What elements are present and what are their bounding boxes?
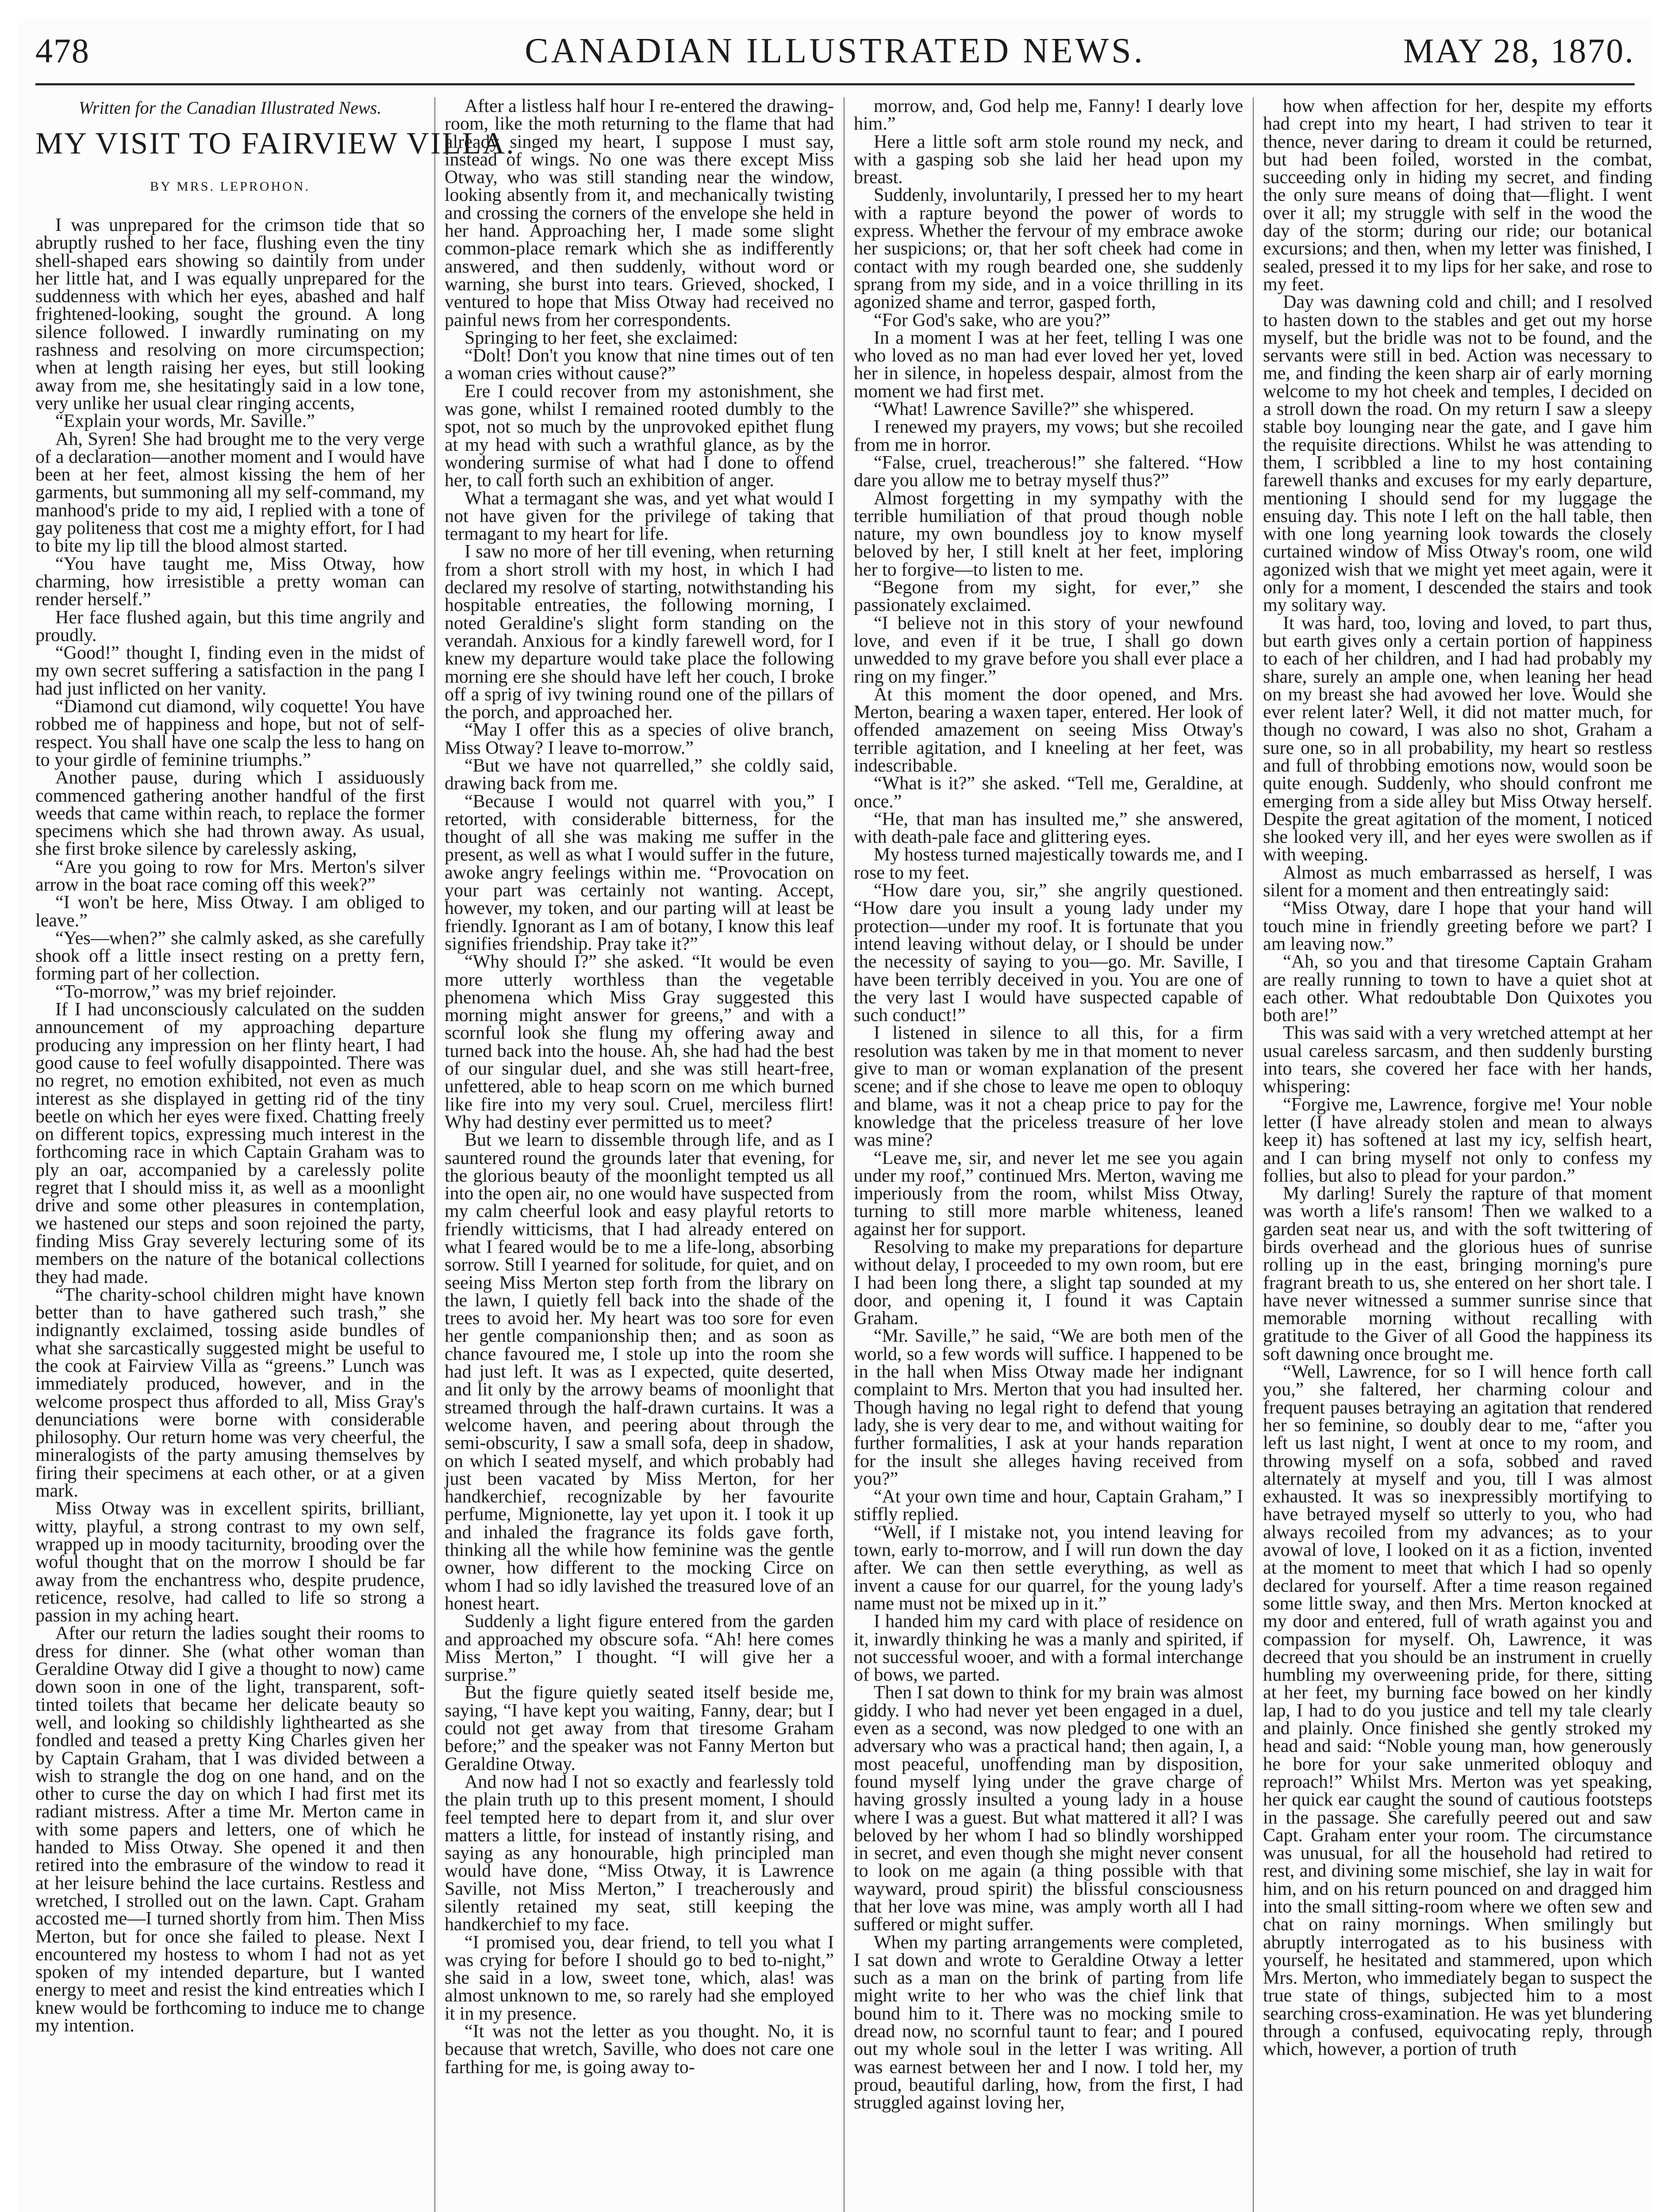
article-paragraph: My darling! Surely the rapture of that moment was worth a life's ransom! Then we walked to a garden seat near us, and with the soft twittering of birds overhead and the glorious hues of sunrise rolling up in the east, bringing morning's pure fragrant breath to us, she entered on her short tale. I have never witnessed a summer sunrise since that memorable morning without recalling with gratitude to the Giver of all Good the happiness its soft dawning once brought me.: [1263, 1183, 1652, 1364]
article-paragraph: When my parting arrangements were completed, I sat down and wrote to Geraldine Otway a letter such as a man on the brink of parting from life might write to her who was the chief link that bound him to it. There was no mocking smile to dread now, no scornful taunt to fear; and I poured out my whole soul in the letter I was writing. All was earnest between her and I now. I told her, my proud, beautiful darling, how, from the first, I had struggled against loving her,: [854, 1932, 1243, 2113]
article-paragraph: Almost forgetting in my sympathy with the terrible humiliation of that proud though noble nature, my own boundless joy to know myself beloved by her, I still knelt at her feet, imploring her to forgive—to listen to me.: [854, 488, 1243, 580]
column-2: [445, 97, 834, 2212]
newspaper-name: CANADIAN ILLUSTRATED NEWS.: [525, 31, 1145, 70]
issue-date: MAY 28, 1870.: [1403, 31, 1635, 70]
article-paragraph: “Why should I?” she asked. “It would be even more utterly worthless than the vegetable phenomena which Miss Gray suggested this morning might answer for greens,” and with a scornful look she flung my offering away and turned back into the house. Ah, she had had the best of our singular duel, and she was still heart-free, unfettered, able to heap scorn on me which burned like fire into my very soul. Cruel, merciless flirt! Why had destiny ever permitted us to meet?: [445, 952, 834, 1133]
article-paragraph: “Explain your words, Mr. Saville.”: [55, 411, 315, 432]
article-paragraph: “Dolt! Don't you know that nine times out of ten a woman cries without cause?”: [445, 346, 834, 384]
article-paragraph: “Yes—when?” she calmly asked, as she carefully shook off a little insect resting on a pretty fern, forming part of her collection.: [35, 928, 425, 984]
article-paragraph: I saw no more of her till evening, when returning from a short stroll with my host, in which I had declared my resolve of starting, notwithstanding his hospitable entreaties, the following morning, I noted Geraldine's slight form standing on the verandah. Anxious for a kindly farewell word, for I knew my departure would take place the following morning ere she should have left her couch, I broke off a sprig of ivy twining round one of the pillars of the porch, and approached her.: [445, 541, 834, 723]
article-paragraph: Springing to her feet, she exclaimed:: [465, 327, 738, 348]
article-paragraph: “False, cruel, treacherous!” she faltered. “How dare you allow me to betray myself thus?”: [854, 452, 1243, 491]
article-paragraph: “What is it?” she asked. “Tell me, Geraldine, at once.”: [854, 773, 1243, 812]
column-divider: [1253, 97, 1254, 2212]
article-paragraph: “You have taught me, Miss Otway, how charming, how irresistible a pretty woman can render herself.”: [35, 553, 425, 610]
article-paragraph: I was unprepared for the crimson tide that so abruptly rushed to her face, flushing even the tiny shell-shaped ears showing so daintily from under her little hat, and I was equally unprepared for the suddenness with which her eyes, abashed and half frightened-looking, sought the ground. A long silence followed. I inwardly ruminating on my rashness and resolving on more circumspection; when at length raising her eyes, but still looking away from me, she hesitatingly said in a low tone, very unlike her usual clear ringing accents,: [35, 215, 425, 414]
story-credit-line: Written for the Canadian Illustrated News.: [78, 98, 382, 118]
article-paragraph: I handed him my card with place of residence on it, inwardly thinking he was a manly and spirited, if not successful wooer, and with a formal interchange of bows, we parted.: [854, 1611, 1243, 1686]
column-divider: [434, 97, 435, 2212]
article-paragraph: Resolving to make my preparations for departure without delay, I proceeded to my own room, but ere I had been long there, a slight tap sounded at my door, and opening it, I found it was Captain Graham.: [854, 1237, 1243, 1329]
article-paragraph: And now had I not so exactly and fearlessly told the plain truth up to this present moment, I should feel tempted here to depart from it, and slur over matters a little, for instead of instantly rising, and saying as any honourable, high principled man would have done, “Miss Otway, it is Lawrence Saville, not Miss Merton,” I treacherously and silently retained my seat, still keeping the handkerchief to my face.: [445, 1771, 834, 1935]
article-paragraph: “Well, Lawrence, for so I will hence forth call you,” she faltered, her charming colour and frequent pauses betraying an agitation that rendered her so feminine, so doubly dear to me, “after you left us last night, I went at once to my room, and throwing myself on a sofa, sobbed and raved alternately at myself and you, till I was almost exhausted. It was so inexpressibly mortifying to have betrayed myself so utterly to you, who had always recoiled from my advances; as to your avowal of love, I looked on it as a fiction, invented at the moment to meet that which I had so openly declared for yourself. After a time reason regained some little sway, and then Mrs. Merton knocked at my door and entered, full of wrath against you and compassion for myself. Oh, Lawrence, it was decreed that you should be an instrument in cruelly humbling my overweening pride, for there, sitting at her feet, my burning face bowed on her kindly lap, I had to do you justice and tell my tale clearly and plainly. Once finished she gently stroked my head and said: “Noble young man, how generously he bore for your sake unmerited obloquy and reproach!” Whilst Mrs. Merton was yet speaking, her quick ear caught the sound of cautious footsteps in the passage. She carefully peered out and saw Capt. Graham enter your room. The circumstance was unusual, for all the household had retired to rest, and divining some mischief, she lay in wait for him, and on his return pounced on and dragged him into the small sitting-room where we often sew and chat on rainy mornings. When smilingly but abruptly interrogated as to his business with yourself, he hesitated and stammered, upon which Mrs. Merton, who immediately began to suspect the true state of things, subjected him to a most searching cross-examination. He was yet blundering through a confused, equivocating reply, through which, however, a portion of truth: [1263, 1362, 1652, 2060]
article-paragraph: But the figure quietly seated itself beside me, saying, “I have kept you waiting, Fanny, dear; but I could not get away from that tiresome Graham before;” and the speaker was not Fanny Merton but Geraldine Otway.: [445, 1682, 834, 1774]
article-paragraph: “Because I would not quarrel with you,” I retorted, with considerable bitterness, for the thought of all she was making me suffer in the present, as well as what I would suffer in the future, awoke angry feelings within me. “Provocation on your part was certainly not wanting. Accept, however, my token, and our parting will at least be friendly. Ignorant as I am of botany, I know this leaf signifies friendship. Pray take it?”: [445, 791, 834, 954]
article-paragraph: “The charity-school children might have known better than to have gathered such trash,” she indignantly exclaimed, tossing aside bundles of what she sarcastically suggested might be useful to the cook at Fairview Villa as “greens.” Lunch was immediately produced, however, and in the welcome prospect thus afforded to all, Miss Gray's denunciations were borne with considerable philosophy. Our return home was very cheerful, the mineralogists of the party amusing themselves by firing their specimens at each other, or at a given mark.: [35, 1284, 425, 1502]
article-paragraph: After a listless half hour I re-entered the drawing-room, like the moth returning to the flame that had already singed my heart, I suppose I must say, instead of wings. No one was there except Miss Otway, who was still standing near the window, looking absently from it, and mechanically twisting and crossing the corners of the envelope she held in her hand. Approaching her, I made some slight common-place remark which she as indifferently answered, and then suddenly, without word or warning, she burst into tears. Grieved, shocked, I ventured to hope that Miss Otway had received no painful news from her correspondents.: [445, 96, 834, 330]
article-paragraph: “Begone from my sight, for ever,” she passionately exclaimed.: [854, 577, 1243, 616]
article-paragraph: Another pause, during which I assiduously commenced gathering another handful of the first weeds that came within reach, to replace the former specimens which she had thrown away. As usual, she first broke silence by carelessly asking,: [35, 768, 425, 860]
newspaper-page: [18, 18, 1652, 2212]
article-paragraph: “To-morrow,” was my brief rejoinder.: [55, 981, 337, 1002]
article-paragraph: After our return the ladies sought their rooms to dress for dinner. She (what other woman than Geraldine Otway did I give a thought to now) came down soon in one of the light, transparent, soft-tinted toilets that became her delicate beauty so well, and looking so childishly lighthearted as she fondled and teased a pretty King Charles given her by Captain Graham, that I was divided between a wish to strangle the dog on one hand, and on the other to curse the day on which I had first met its radiant mistress. After a time Mr. Merton came in with some papers and letters, one of which he handed to Miss Otway. She opened it and then retired into the embrasure of the window to read it at her leisure behind the lace curtains. Restless and wretched, I strolled out on the lawn. Capt. Graham accosted me—I turned shortly from him. Then Miss Merton, but for once she failed to please. Next I encountered my hostess to whom I had not as yet spoken of my intended departure, but I wanted energy to meet and resist the kind entreaties which I knew would be forthcoming to induce me to change my intention.: [35, 1623, 425, 2036]
article-paragraph: This was said with a very wretched attempt at her usual careless sarcasm, and then suddenly bursting into tears, she covered her face with her hands, whispering:: [1263, 1023, 1652, 1097]
article-paragraph: “He, that man has insulted me,” she answered, with death-pale face and glittering eyes.: [854, 809, 1243, 848]
article-paragraph: “At your own time and hour, Captain Graham,” I stiffly replied.: [854, 1486, 1243, 1525]
article-paragraph: Suddenly a light figure entered from the garden and approached my obscure sofa. “Ah! here comes Miss Merton,” I thought. “I will give her a surprise.”: [445, 1611, 834, 1686]
article-paragraph: “I promised you, dear friend, to tell you what I was crying for before I should go to bed to-night,” she said in a low, sweet tone, which, alas! was almost unknown to me, so rarely had she employed it in my presence.: [445, 1932, 834, 2024]
article-paragraph: “Well, if I mistake not, you intend leaving for town, early to-morrow, and I will run down the day after. We can then settle everything, as well as invent a cause for our quarrel, for the young lady's name must not be mixed up in it.”: [854, 1522, 1243, 1614]
article-paragraph: “May I offer this as a species of olive branch, Miss Otway? I leave to-morrow.”: [445, 720, 834, 758]
article-paragraph: morrow, and, God help me, Fanny! I dearly love him.”: [854, 96, 1243, 134]
article-columns: [35, 96, 1652, 2212]
article-paragraph: Almost as much embarrassed as herself, I was silent for a moment and then entreatingly said:: [1263, 862, 1652, 901]
column-4: [1263, 97, 1652, 2212]
page-number: 478: [35, 31, 90, 70]
article-paragraph: But we learn to dissemble through life, and as I sauntered round the grounds later that evening, for the glorious beauty of the moonlight tempted us all into the open air, no one would have suspected from my calm cheerful look and easy playful retorts to friendly witticisms, that I had already entered on what I feared would be to me a life-long, absorbing sorrow. Still I yearned for solitude, for quiet, and on seeing Miss Merton step forth from the library on the lawn, I quietly fell back into the shade of the trees to avoid her. My heart was too sore for even her gentle companionship then; and as soon as chance favoured me, I stole up into the room she had just left. It was as I expected, quite deserted, and lit only by the arrowy beams of moonlight that streamed through the half-drawn curtains. It was a welcome haven, and peering about through the semi-obscurity, I saw a small sofa, deep in shadow, on which I seated myself, and which probably had just been vacated by Miss Merton, for her handkerchief, recognizable by her favourite perfume, Mignionette, lay yet upon it. I took it up and inhaled the fragrance its folds gave forth, thinking all the while how feminine was the gentle owner, how different to the mocking Circe on whom I had so idly lavished the treasured love of an honest heart.: [445, 1130, 834, 1614]
masthead: [35, 22, 1635, 88]
article-paragraph: It was hard, too, loving and loved, to part thus, but earth gives only a certain portion of happiness to each of her children, and I had had probably my share, surely an ample one, when leaning her head on my breast she had avowed her love. Would she ever relent later? Well, it did not matter much, for though no coward, I was also no shot, Graham a sure one, so in all probability, my heart so restless and full of throbbing emotions now, would soon be quite enough. Suddenly, who should confront me emerging from a side alley but Miss Otway herself. Despite the great agitation of the moment, I noticed she looked very ill, and her eyes were swollen as if with weeping.: [1263, 613, 1652, 865]
article-paragraph: Here a little soft arm stole round my neck, and with a gasping sob she laid her head upon my breast.: [854, 131, 1243, 188]
article-paragraph: My hostess turned majestically towards me, and I rose to my feet.: [854, 845, 1243, 883]
column-1: [35, 97, 515, 2212]
article-paragraph: In a moment I was at her feet, telling I was one who loved as no man had ever loved her yet, loved her in silence, in hopeless despair, almost from the moment we had first met.: [854, 327, 1243, 402]
article-paragraph: Suddenly, involuntarily, I pressed her to my heart with a rapture beyond the power of words to express. Whether the fervour of my embrace awoke her suspicions; or, that her soft cheek had come in contact with my rough bearded one, she suddenly sprang from my side, and in a voice thrilling in its agonized shame and terror, gasped forth,: [854, 185, 1243, 313]
article-paragraph: If I had unconsciously calculated on the sudden announcement of my approaching departure producing any impression on her flinty heart, I had good cause to feel wofully disappointed. There was no regret, no emotion exhibited, not even as much interest as she displayed in getting rid of the tiny beetle on which her eyes were fixed. Chatting freely on different topics, expressing much interest in the forthcoming race in which Captain Graham was to ply an oar, accompanied by a carelessly polite regret that I should miss it, as well as a moonlight drive and some other pleasures in contemplation, we hastened our steps and soon rejoined the party, finding Miss Gray severely lecturing some of its members on the nature of the botanical collections they had made.: [35, 999, 425, 1287]
article-paragraph: What a termagant she was, and yet what would I not have given for the privilege of taking that termagant to my heart for life.: [445, 488, 834, 545]
article-paragraph: Then I sat down to think for my brain was almost giddy. I who had never yet been engaged in a duel, even as a second, was now pledged to one with an adversary who was a practical hand; then again, I, a most peaceful, unoffending man by disposition, found myself lying under the grave charge of having grossly insulted a young lady in a house where I was a guest. But what mattered it all? I was beloved by her whom I had so blindly worshipped in secret, and even though she might never consent to look on me again (a thing possible with that wayward, proud spirit) the blissful consciousness that her love was mine, was amply worth all I had suffered or might suffer.: [854, 1682, 1243, 1935]
article-paragraph: At this moment the door opened, and Mrs. Merton, bearing a waxen taper, entered. Her look of offended amazement on seeing Miss Otway's terrible agitation, and I kneeling at her feet, was indescribable.: [854, 684, 1243, 776]
article-paragraph: “It was not the letter as you thought. No, it is because that wretch, Saville, who does not care one farthing for me, is going away to-: [445, 2021, 834, 2078]
story-title: MY VISIT TO FAIRVIEW VILLA.: [35, 127, 515, 161]
article-paragraph: “Forgive me, Lawrence, forgive me! Your noble letter (I have already stolen and mean to always keep it) has softened at last my icy, selfish heart, and I can bring myself not only to confess my follies, but also to plead for your pardon.”: [1263, 1094, 1652, 1186]
article-paragraph: “Diamond cut diamond, wily coquette! You have robbed me of happiness and hope, but not of self-respect. You shall have one scalp the less to hang on to your girdle of feminine triumphs.”: [35, 696, 425, 770]
article-paragraph: “How dare you, sir,” she angrily questioned. “How dare you insult a young lady under my protection—under my roof. It is fortunate that you intend leaving without delay, or I should be under the necessity of saying to you—go. Mr. Saville, I have been terribly deceived in you. You are one of the very last I would have suspected capable of such conduct!”: [854, 880, 1243, 1026]
article-paragraph: “I won't be here, Miss Otway. I am obliged to leave.”: [35, 892, 425, 931]
article-paragraph: I listened in silence to all this, for a firm resolution was taken by me in that moment to never give to man or woman explanation of the present scene; and if she chose to leave me open to obloquy and blame, was it not a cheap price to pay for the knowledge that the priceless treasure of her love was mine?: [854, 1023, 1243, 1151]
article-paragraph: Her face flushed again, but this time angrily and proudly.: [35, 607, 425, 645]
masthead-rule: [35, 83, 1635, 85]
article-paragraph: “Mr. Saville,” he said, “We are both men of the world, so a few words will suffice. I happened to be in the hall when Miss Otway made her indignant complaint to Mrs. Merton that you had insulted her. Though having no legal right to defend that young lady, she is very dear to me, and without waiting for further formalities, I ask at your hands reparation for the insult she alleges having received from you?”: [854, 1326, 1243, 1489]
article-paragraph: Ere I could recover from my astonishment, she was gone, whilst I remained rooted dumbly to the spot, not so much by the unprovoked epithet flung at my head with such a wrathful glance, as by the wondering surmise of what had I done to offend her, to call forth such an exhibition of anger.: [445, 381, 834, 491]
article-paragraph: “Good!” thought I, finding even in the midst of my own secret suffering a satisfaction in the pang I had just inflicted on her vanity.: [35, 643, 425, 699]
article-paragraph: “Leave me, sir, and never let me see you again under my roof,” continued Mrs. Merton, waving me imperiously from the room, whilst Miss Otway, turning to still more marble whiteness, leaned against her for support.: [854, 1148, 1243, 1240]
story-byline: BY MRS. LEPROHON.: [150, 179, 310, 194]
article-paragraph: Miss Otway was in excellent spirits, brilliant, witty, playful, a strong contrast to my own self, wrapped up in moody taciturnity, brooding over the woful thought that on the morrow I should be far away from the enchantress who, despite prudence, reticence, resolve, had called to life so strong a passion in my aching heart.: [35, 1498, 425, 1626]
article-paragraph: “But we have not quarrelled,” she coldly said, drawing back from me.: [445, 755, 834, 794]
article-paragraph: “What! Lawrence Saville?” she whispered.: [874, 399, 1194, 420]
article-paragraph: “For God's sake, who are you?”: [874, 310, 1110, 330]
article-paragraph: how when affection for her, despite my efforts had crept into my heart, I had striven to tear it thence, never daring to dream it could be returned, but had been foiled, worsted in the combat, succeeding only in hiding my secret, and finding the only sure means of doing that—flight. I went over it all; my struggle with self in the wood the day of the storm; during our ride; our botanical excursions; and then, when my letter was finished, I sealed, pressed it to my lips for her sake, and rose to my feet.: [1263, 96, 1652, 295]
article-paragraph: “Miss Otway, dare I hope that your hand will touch mine in friendly greeting before we part? I am leaving now.”: [1263, 898, 1652, 954]
article-paragraph: “I believe not in this story of your newfound love, and even if it be true, I shall go down unwedded to my grave before you shall ever place a ring on my finger.”: [854, 613, 1243, 687]
column-divider: [844, 97, 845, 2212]
article-paragraph: “Ah, so you and that tiresome Captain Graham are really running to town to have a quiet shot at each other. What redoubtable Don Quixotes you both are!”: [1263, 952, 1652, 1026]
article-paragraph: “Are you going to row for Mrs. Merton's silver arrow in the boat race coming off this week?”: [35, 856, 425, 895]
article-paragraph: Ah, Syren! She had brought me to the very verge of a declaration—another moment and I would have been at her feet, almost kissing the hem of her garments, but summoning all my self-command, my manhood's pride to my aid, I replied with a tone of gay politeness that cost me a mighty effort, for I had to bite my lip till the blood almost started.: [35, 429, 425, 557]
article-paragraph: I renewed my prayers, my vows; but she recoiled from me in horror.: [854, 417, 1243, 455]
article-paragraph: Day was dawning cold and chill; and I resolved to hasten down to the stables and get out my horse myself, but the bridle was not to be found, and the servants were still in bed. Action was necessary to me, and finding the keen sharp air of early morning welcome to my hot cheek and temples, I decided on a stroll down the road. On my return I saw a sleepy stable boy lounging near the gate, and I gave him the requisite directions. Whilst he was attending to them, I scribbled a line to my host containing farewell thanks and excuses for my early departure, mentioning I should send for my luggage the ensuing day. This note I left on the hall table, then with one long yearning look towards the closely curtained window of Miss Otway's room, one wild agonized wish that we might yet meet again, were it only for a moment, I descended the stairs and took my solitary way.: [1263, 292, 1652, 616]
column-3: [854, 97, 1243, 2212]
